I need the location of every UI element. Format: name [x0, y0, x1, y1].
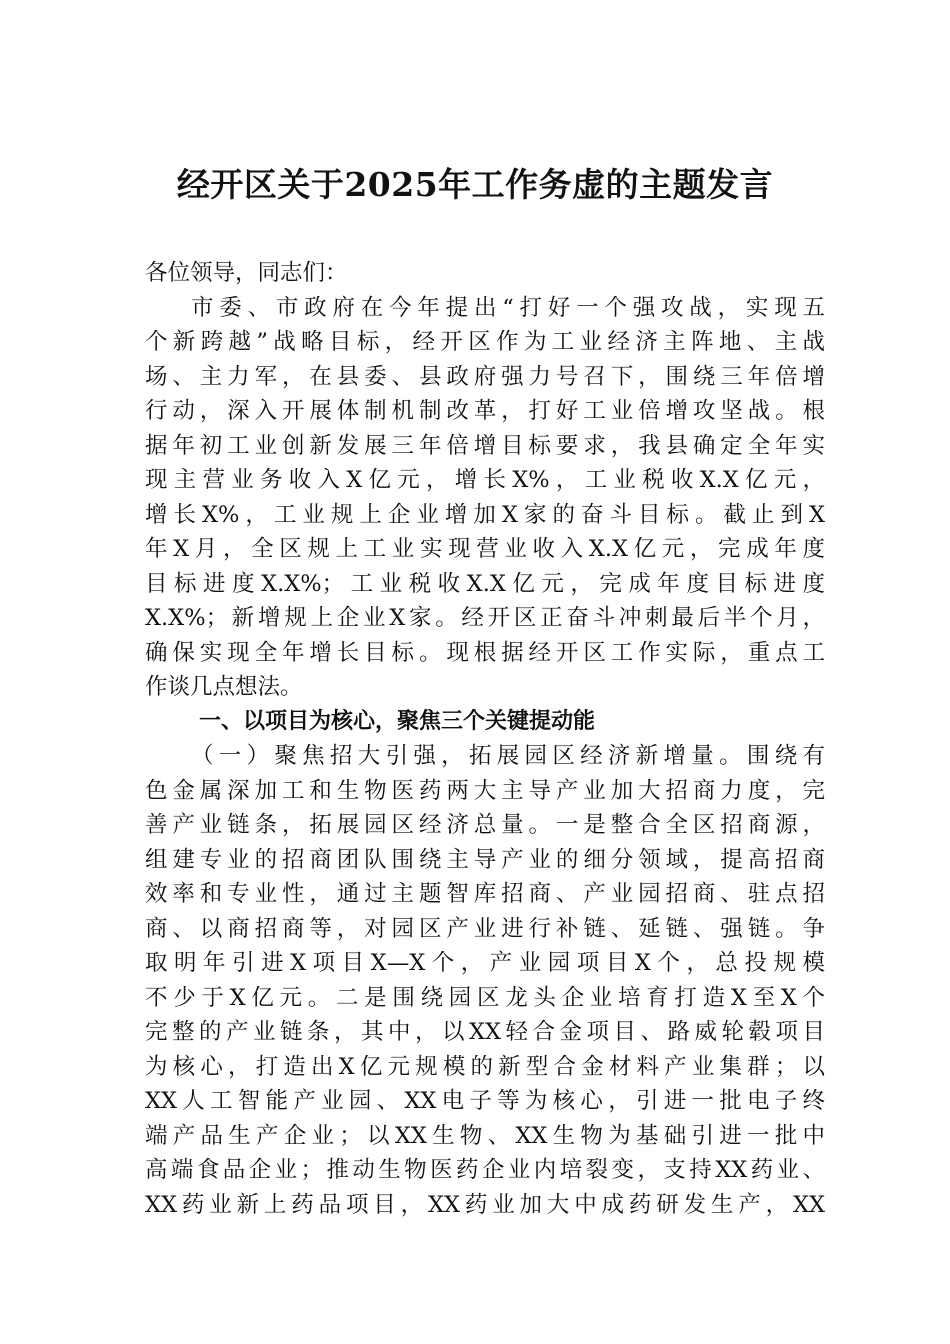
paragraph-2-line: 色金属深加工和生物医药两大主导产业加大招商力度，完 — [145, 777, 825, 804]
paragraph-2-line: 组建专业的招商团队围绕主导产业的细分领域，提高招商 — [145, 846, 825, 873]
paragraph-1-line: 现主营业务收入X亿元，增长X%，工业税收X.X亿元， — [145, 467, 825, 493]
paragraph-1-line: 行动，深入开展体制机制改革，打好工业倍增攻坚战。根 — [145, 398, 825, 424]
paragraph-2-line: 商、以商招商等，对园区产业进行补链、延链、强链。争 — [145, 915, 825, 942]
document-title: 经开区关于2025年工作务虚的主题发言 — [176, 165, 774, 204]
paragraph-2-line: 不少于X亿元。二是围绕园区龙头企业培育打造X至X个 — [145, 984, 825, 1011]
paragraph-2-line: 高端食品企业；推动生物医药企业内培裂变，支持XX药业、 — [145, 1157, 825, 1183]
paragraph-1-line: 增长X%，工业规上企业增加X家的奋斗目标。截止到X — [145, 501, 825, 528]
paragraph-2-line: XX药业新上药品项目，XX药业加大中成药研发生产，XX — [145, 1191, 825, 1218]
paragraph-2-line: （一）聚焦招大引强，拓展园区经济新增量。围绕有 — [191, 743, 825, 769]
paragraph-1-line: 据年初工业创新发展三年倍增目标要求，我县确定全年实 — [145, 432, 825, 459]
paragraph-2-line: 完整的产业链条，其中，以XX轻合金项目、路威轮毂项目 — [145, 1019, 825, 1045]
document-body — [145, 256, 825, 1222]
paragraph-1-line: X.X%；新增规上企业X家。经开区正奋斗冲刺最后半个月， — [145, 605, 825, 631]
greeting: 各位领导，同志们： — [145, 260, 348, 286]
paragraph-1-line: 作谈几点想法。 — [145, 674, 303, 700]
section-heading-1: 一、以项目为核心，聚焦三个关键提动能 — [199, 708, 596, 734]
paragraph-2-line: 为核心，打造出X亿元规模的新型合金材料产业集群；以 — [145, 1053, 825, 1080]
paragraph-1-line: 场、主力军，在县委、县政府强力号召下，围绕三年倍增 — [145, 363, 825, 390]
paragraph-2-line: 效率和专业性，通过主题智库招商、产业园招商、驻点招 — [145, 881, 825, 907]
paragraph-2-line: 善产业链条，拓展园区经济总量。一是整合全区招商源， — [145, 812, 825, 838]
paragraph-2-line: 取明年引进X项目X—X个，产业园项目X个，总投规模 — [145, 950, 825, 976]
paragraph-1-line: 确保实现全年增长目标。现根据经开区工作实际，重点工 — [145, 639, 825, 666]
paragraph-1-line: 市委、市政府在今年提出“打好一个强攻战，实现五 — [191, 294, 825, 321]
paragraph-2-line: 端产品生产企业；以XX生物、XX生物为基础引进一批中 — [145, 1122, 825, 1149]
paragraph-1-line: 目标进度X.X%；工业税收X.X亿元，完成年度目标进度 — [145, 570, 825, 597]
paragraph-1-line: 个新跨越”战略目标，经开区作为工业经济主阵地、主战 — [145, 329, 825, 355]
paragraph-1-line: 年X月，全区规上工业实现营业收入X.X亿元，完成年度 — [145, 536, 825, 562]
paragraph-2-line: XX人工智能产业园、XX电子等为核心，引进一批电子终 — [145, 1088, 825, 1114]
